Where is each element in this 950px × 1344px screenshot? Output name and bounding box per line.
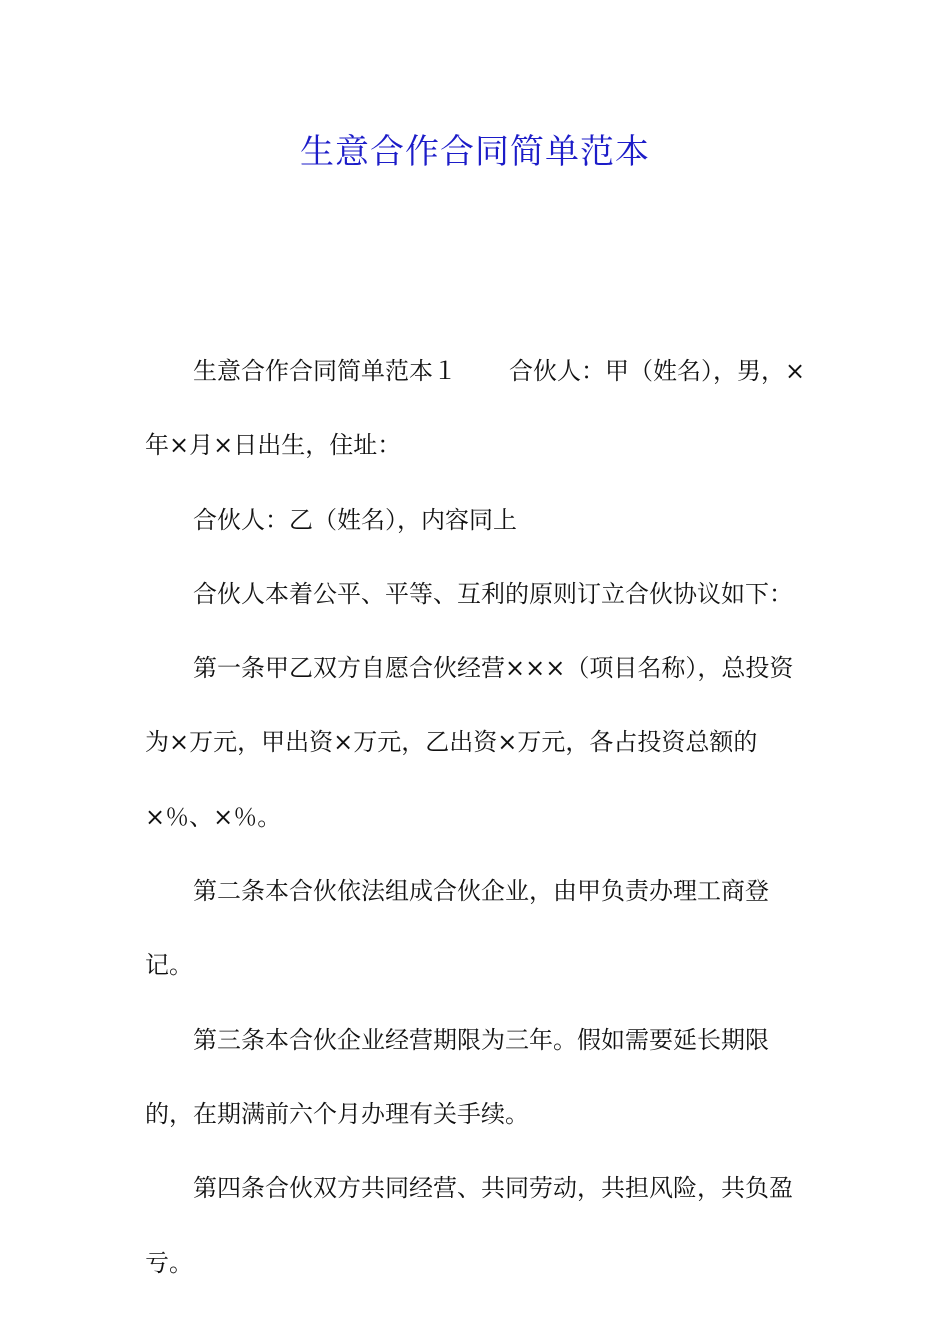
paragraph-preamble: 合伙人本着公平、平等、互利的原则订立合伙协议如下： <box>193 579 793 608</box>
partner-a-text: 合伙人：甲（姓名），男，×年×月×日出生，住址： <box>145 357 806 460</box>
paragraph-partner-b: 合伙人：乙（姓名），内容同上 <box>193 505 517 534</box>
paragraph-article-1: 第一条甲乙双方自愿合伙经营×××（项目名称），总投资为×万元，甲出资×万元，乙出资×万元，各占投资总额的×％、×％。 <box>145 654 794 831</box>
paragraph-article-4: 第四条合伙双方共同经营、共同劳动，共担风险，共负盈亏。 <box>145 1174 793 1277</box>
paragraph-article-3: 第三条本合伙企业经营期限为三年。假如需要延长期限的，在期满前六个月办理有关手续。 <box>145 1025 769 1128</box>
paragraph-partner-a <box>145 334 813 483</box>
intro-heading: 生意合作合同简单范本１ <box>193 357 457 385</box>
document-title: 生意合作合同简单范本 <box>300 132 650 172</box>
document-body <box>145 334 813 1300</box>
paragraph-article-2: 第二条本合伙依法组成合伙企业，由甲负责办理工商登记。 <box>145 877 769 980</box>
